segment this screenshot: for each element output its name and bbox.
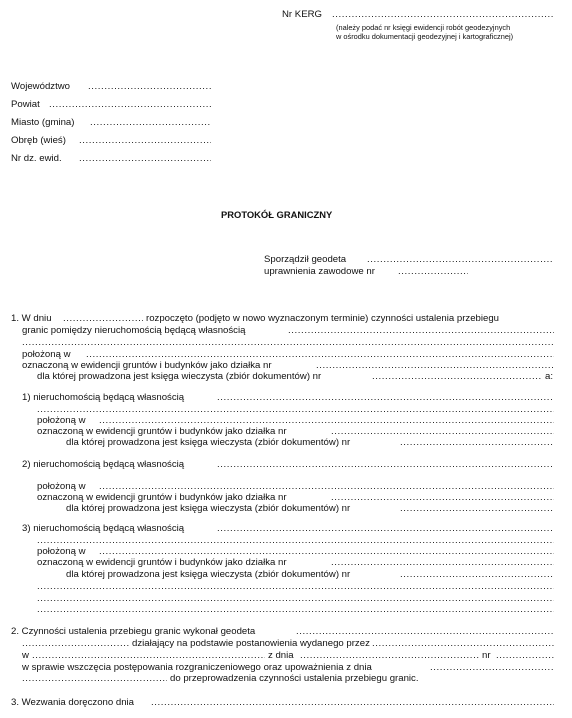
neighbour-1-kw-label: dla której prowadzona jest księga wieczysta (zbiór dokumentów) nr xyxy=(66,437,351,448)
s1-date-label: 1. W dniu xyxy=(11,313,52,324)
extra-line-2[interactable] xyxy=(37,593,554,604)
neighbour-1-located-label: położoną w xyxy=(37,415,86,426)
extra-line-1[interactable] xyxy=(37,581,554,592)
neighbour-3-kw-field[interactable] xyxy=(400,569,554,580)
neighbour-2-owner-field[interactable] xyxy=(217,459,554,470)
neighbour-1-owner-field-2[interactable] xyxy=(37,404,554,415)
neighbour-2-located-field[interactable] xyxy=(99,481,554,492)
neighbour-1-located-field[interactable] xyxy=(99,415,554,426)
s3-summons-date-field[interactable] xyxy=(151,697,554,708)
city-field[interactable] xyxy=(90,117,211,128)
s2-acting-label: działający na podstawie postanowienia wydanego przez xyxy=(132,638,370,649)
neighbour-3-located-field[interactable] xyxy=(99,546,554,557)
s1-end-label: a: xyxy=(545,371,554,382)
voivodeship-label: Województwo xyxy=(11,81,71,92)
s2-authorization-date-field[interactable] xyxy=(430,662,554,673)
s2-w-label: w xyxy=(22,650,29,661)
parcel-no-label: Nr dz. ewid. xyxy=(11,153,62,164)
s2-surveyor-label: 2. Czynności ustalenia przebiegu granic wykonał geodeta xyxy=(11,626,256,637)
neighbour-3-kw-label: dla której prowadzona jest księga wieczysta (zbiór dokumentów) nr xyxy=(66,569,351,580)
s2-authorization-field[interactable] xyxy=(22,673,167,684)
s1-owner-label: granic pomiędzy nieruchomością będącą własnością xyxy=(22,325,246,336)
kerg-number-field[interactable] xyxy=(332,9,554,20)
s2-surveyor-field[interactable] xyxy=(296,626,554,637)
kerg-note-1: (należy podać nr księgi ewidencji robót geodezyjnych xyxy=(336,23,511,32)
neighbour-2-kw-label: dla której prowadzona jest księga wieczysta (zbiór dokumentów) nr xyxy=(66,503,351,514)
s1-intro-text: rozpoczęto (podjęto w nowo wyznaczonym terminie) czynności ustalenia przebiegu xyxy=(146,313,500,324)
s1-date-field[interactable] xyxy=(63,313,143,324)
city-label: Miasto (gmina) xyxy=(11,117,75,128)
county-label: Powiat xyxy=(11,99,40,110)
s1-located-field[interactable] xyxy=(86,349,554,360)
s1-parcel-field[interactable] xyxy=(316,360,554,371)
neighbour-3-label: 3) nieruchomością będącą własnością xyxy=(22,523,185,534)
s1-owner-field-2[interactable] xyxy=(22,337,554,348)
s3-summons-label: 3. Wezwania doręczono dnia xyxy=(11,697,135,708)
neighbour-1-parcel-label: oznaczoną w ewidencji gruntów i budynków jako działka nr xyxy=(37,426,287,437)
kerg-label: Nr KERG xyxy=(282,9,322,20)
s1-owner-field[interactable] xyxy=(288,325,554,336)
neighbour-3-owner-field[interactable] xyxy=(217,523,554,534)
neighbour-1-kw-field[interactable] xyxy=(400,437,554,448)
neighbour-3-parcel-label: oznaczoną w ewidencji gruntów i budynków jako działka nr xyxy=(37,557,287,568)
neighbour-1-parcel-field[interactable] xyxy=(331,426,554,437)
extra-line-3[interactable] xyxy=(37,604,554,615)
neighbour-2-kw-field[interactable] xyxy=(400,503,554,514)
s2-nr-field[interactable] xyxy=(496,650,554,661)
neighbour-3-located-label: położoną w xyxy=(37,546,86,557)
license-label: uprawnienia zawodowe nr xyxy=(264,266,375,277)
parcel-no-field[interactable] xyxy=(79,153,211,164)
s2-date-label: z dnia xyxy=(268,650,294,661)
voivodeship-field[interactable] xyxy=(88,81,211,92)
neighbour-2-parcel-label: oznaczoną w ewidencji gruntów i budynków jako działka nr xyxy=(37,492,287,503)
s1-located-label: położoną w xyxy=(22,349,71,360)
precinct-label: Obręb (wieś) xyxy=(11,135,66,146)
s2-nr-label: nr xyxy=(482,650,491,661)
s2-purpose-text: do przeprowadzenia czynności ustalenia przebiegu granic. xyxy=(170,673,419,684)
neighbour-2-located-label: położoną w xyxy=(37,481,86,492)
surveyor-label: Sporządził geodeta xyxy=(264,254,347,265)
kerg-note-2: w ośrodku dokumentacji geodezyjnej i kartograficznej) xyxy=(336,32,514,41)
license-field[interactable] xyxy=(398,266,468,277)
neighbour-2-label: 2) nieruchomością będącą własnością xyxy=(22,459,185,470)
s2-proceedings-label: w sprawie wszczęcia postępowania rozgraniczeniowego oraz upoważnienia z dnia xyxy=(22,662,372,673)
neighbour-3-parcel-field[interactable] xyxy=(331,557,554,568)
neighbour-1-label: 1) nieruchomością będącą własnością xyxy=(22,392,185,403)
s2-surveyor-field-2[interactable] xyxy=(22,638,130,649)
precinct-field[interactable] xyxy=(79,135,211,146)
neighbour-2-parcel-field[interactable] xyxy=(331,492,554,503)
s1-kw-field[interactable] xyxy=(372,371,542,382)
document-title: PROTOKÓŁ GRANICZNY xyxy=(221,209,333,220)
surveyor-field[interactable] xyxy=(367,254,554,265)
neighbour-1-owner-field[interactable] xyxy=(217,392,554,403)
neighbour-3-owner-field-2[interactable] xyxy=(37,535,554,546)
s2-authority-field[interactable] xyxy=(372,638,554,649)
s2-place-field[interactable] xyxy=(32,650,265,661)
county-field[interactable] xyxy=(49,99,211,110)
s1-kw-label: dla której prowadzona jest księga wieczysta (zbiór dokumentów) nr xyxy=(37,371,322,382)
s1-parcel-label: oznaczoną w ewidencji gruntów i budynków jako działka nr xyxy=(22,360,272,371)
s2-date-field[interactable] xyxy=(300,650,480,661)
